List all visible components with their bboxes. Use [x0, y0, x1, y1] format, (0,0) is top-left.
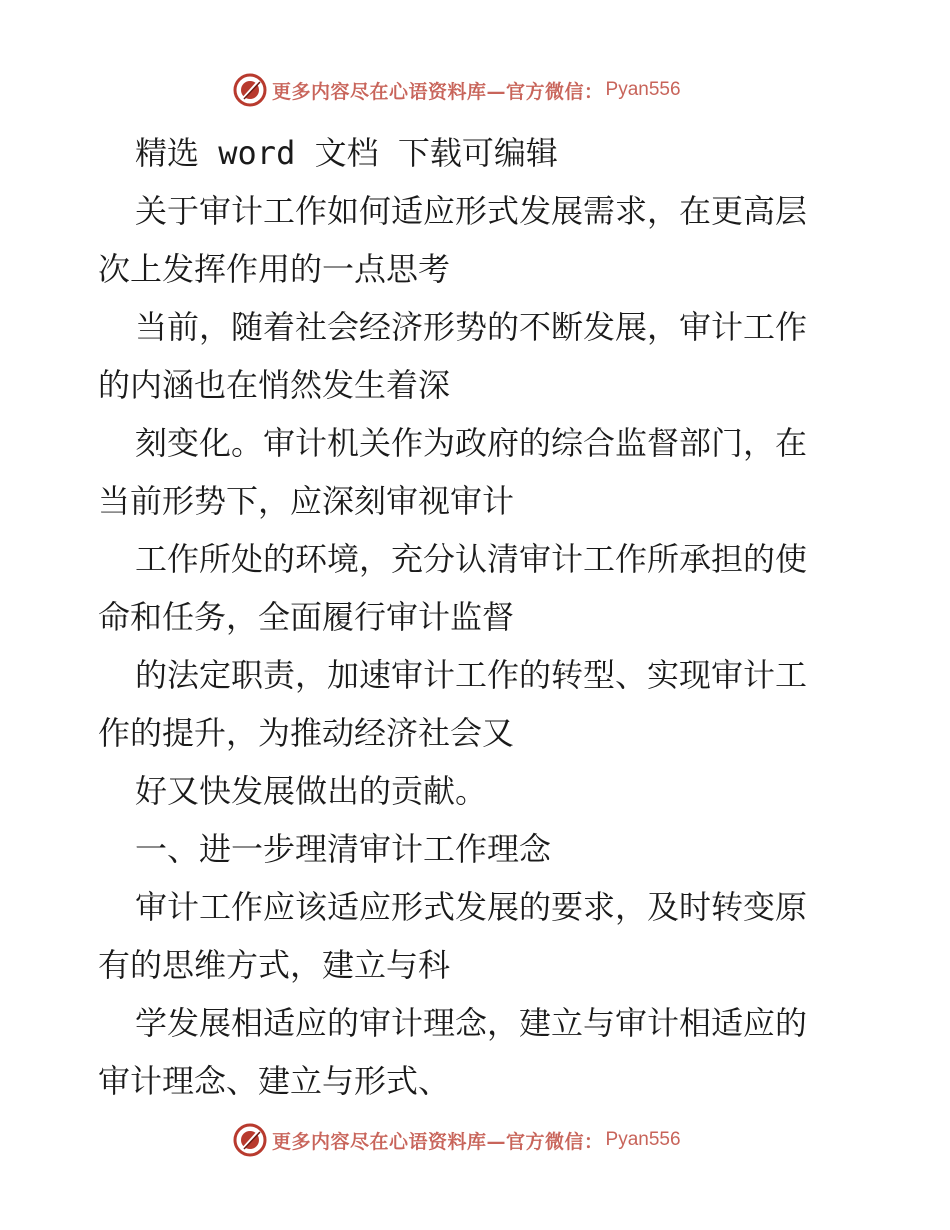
doc-line: 有的思维方式，建立与科: [98, 946, 451, 984]
footer-banner: [232, 1120, 681, 1160]
doc-line: 工作所处的环境，充分认清审计工作所承担的使: [135, 540, 808, 578]
doc-line: 审计理念、建立与形式、: [98, 1062, 451, 1100]
doc-line: 审计工作应该适应形式发展的要求，及时转变原: [135, 888, 808, 926]
doc-line: 关于审计工作如何适应形式发展需求，在更高层: [135, 192, 808, 230]
banner-wechat-id: Pyan556: [605, 79, 681, 100]
doc-line: 作的提升，为推动经济社会又: [98, 714, 515, 752]
doc-line: 当前，随着社会经济形势的不断发展，审计工作: [135, 308, 808, 346]
banner-wechat-id: Pyan556: [605, 1129, 681, 1150]
header-banner: [232, 70, 681, 110]
banner-slogan: 更多内容尽在心语资料库—官方微信：: [272, 1130, 604, 1153]
banner-slogan: 更多内容尽在心语资料库—官方微信：: [272, 80, 604, 103]
section-heading: 一、进一步理清审计工作理念: [135, 830, 552, 868]
doc-line: 精选 word 文档 下载可编辑: [135, 134, 558, 172]
document-body: [98, 124, 858, 1110]
doc-line: 的法定职责，加速审计工作的转型、实现审计工: [135, 656, 808, 694]
doc-line: 的内涵也在悄然发生着深: [98, 366, 451, 404]
doc-line: 命和任务，全面履行审计监督: [98, 598, 515, 636]
doc-line: 好又快发展做出的贡献。: [135, 772, 488, 810]
doc-line: 当前形势下，应深刻审视审计: [98, 482, 515, 520]
doc-line: 学发展相适应的审计理念，建立与审计相适应的: [135, 1004, 808, 1042]
doc-line: 刻变化。审计机关作为政府的综合监督部门，在: [135, 424, 808, 462]
logo-icon: [232, 72, 268, 108]
doc-line: 次上发挥作用的一点思考: [98, 250, 451, 288]
logo-icon: [232, 1122, 268, 1158]
